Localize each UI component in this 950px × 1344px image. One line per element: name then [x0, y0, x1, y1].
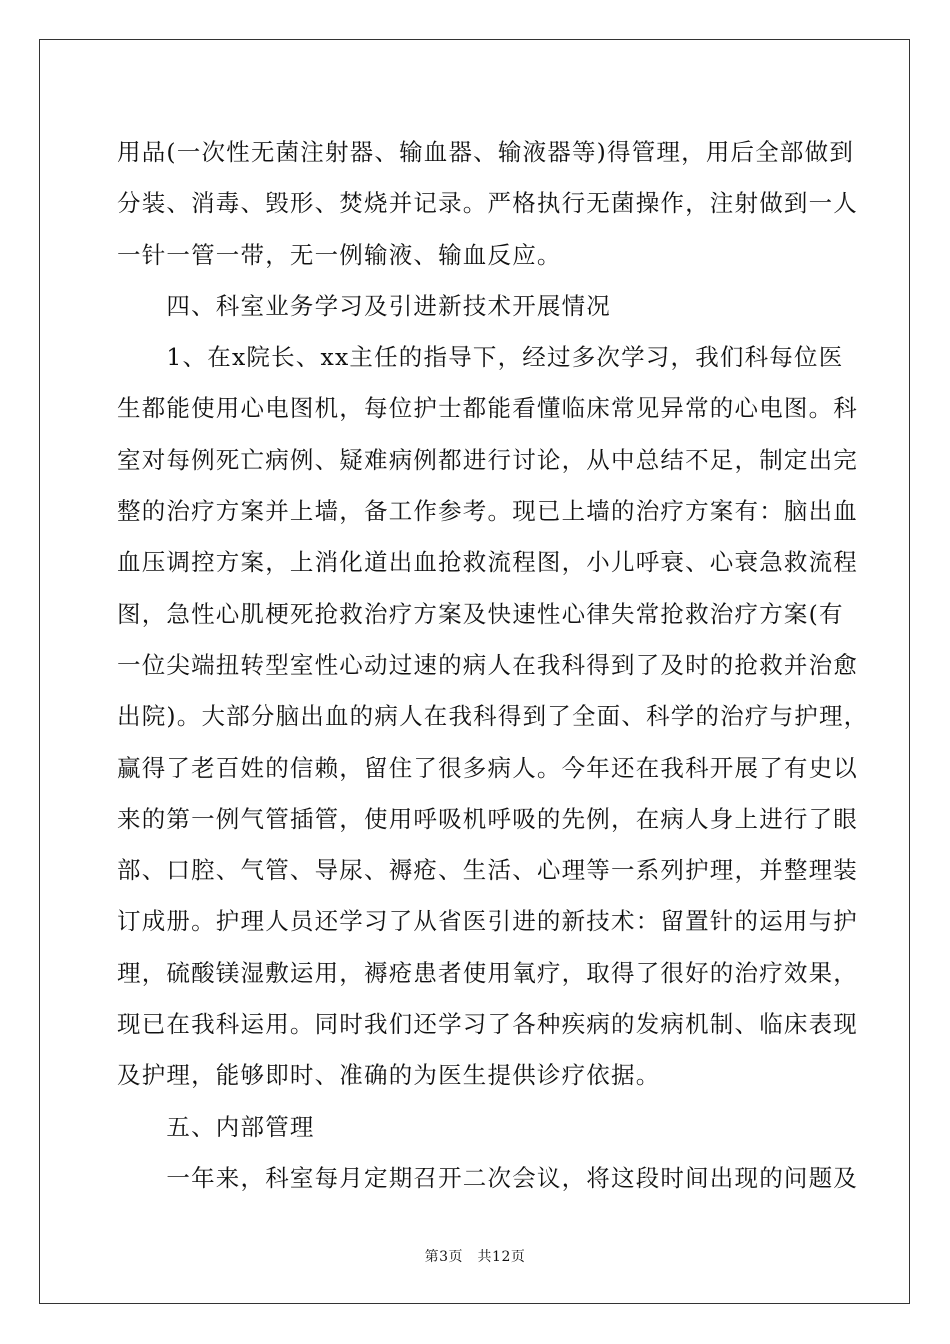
text-line: 一针一管一带，无一例输液、输血反应。	[117, 240, 562, 269]
page-number: 第3页 共12页	[424, 1249, 526, 1265]
text-line: 及护理，能够即时、准确的为医生提供诊疗依据。	[117, 1061, 661, 1090]
text-line: 现已在我科运用。同时我们还学习了各种疾病的发病机制、临床表现	[117, 1010, 858, 1039]
section-heading: 五、内部管理	[117, 1112, 315, 1141]
text-line: 理，硫酸镁湿敷运用，褥疮患者使用氧疗，取得了很好的治疗效果，	[117, 958, 858, 987]
text-line: 赢得了老百姓的信赖，留住了很多病人。今年还在我科开展了有史以	[117, 753, 858, 782]
text-line: 分装、消毒、毁形、焚烧并记录。严格执行无菌操作，注射做到一人	[117, 189, 858, 218]
text-line: 一位尖端扭转型室性心动过速的病人在我科得到了及时的抢救并治愈	[117, 650, 858, 679]
text-line: 部、口腔、气管、导尿、褥疮、生活、心理等一系列护理，并整理装	[117, 856, 858, 885]
text-line: 血压调控方案，上消化道出血抢救流程图，小儿呼衰、心衰急救流程	[117, 548, 858, 577]
text-line: 图，急性心肌梗死抢救治疗方案及快速性心律失常抢救治疗方案(有	[117, 599, 844, 628]
text-line: 1、在x院长、xx主任的指导下，经过多次学习，我们科每位医	[117, 343, 844, 372]
text-line: 来的第一例气管插管，使用呼吸机呼吸的先例，在病人身上进行了眼	[117, 804, 858, 833]
text-line: 整的治疗方案并上墙，备工作参考。现已上墙的治疗方案有：脑出血	[117, 497, 858, 526]
text-line: 一年来，科室每月定期召开二次会议，将这段时间出现的问题及	[117, 1163, 858, 1192]
text-line: 生都能使用心电图机，每位护士都能看懂临床常见异常的心电图。科	[117, 394, 858, 423]
text-line: 出院)。大部分脑出血的病人在我科得到了全面、科学的治疗与护理，	[117, 702, 869, 731]
document-body	[117, 127, 869, 1204]
section-heading: 四、科室业务学习及引进新技术开展情况	[117, 291, 611, 320]
text-line: 用品(一次性无菌注射器、输血器、输液器等)得管理，用后全部做到	[117, 138, 855, 166]
text-line: 室对每例死亡病例、疑难病例都进行讨论，从中总结不足，制定出完	[117, 445, 858, 474]
text-line: 订成册。护理人员还学习了从省医引进的新技术：留置针的运用与护	[117, 907, 858, 936]
